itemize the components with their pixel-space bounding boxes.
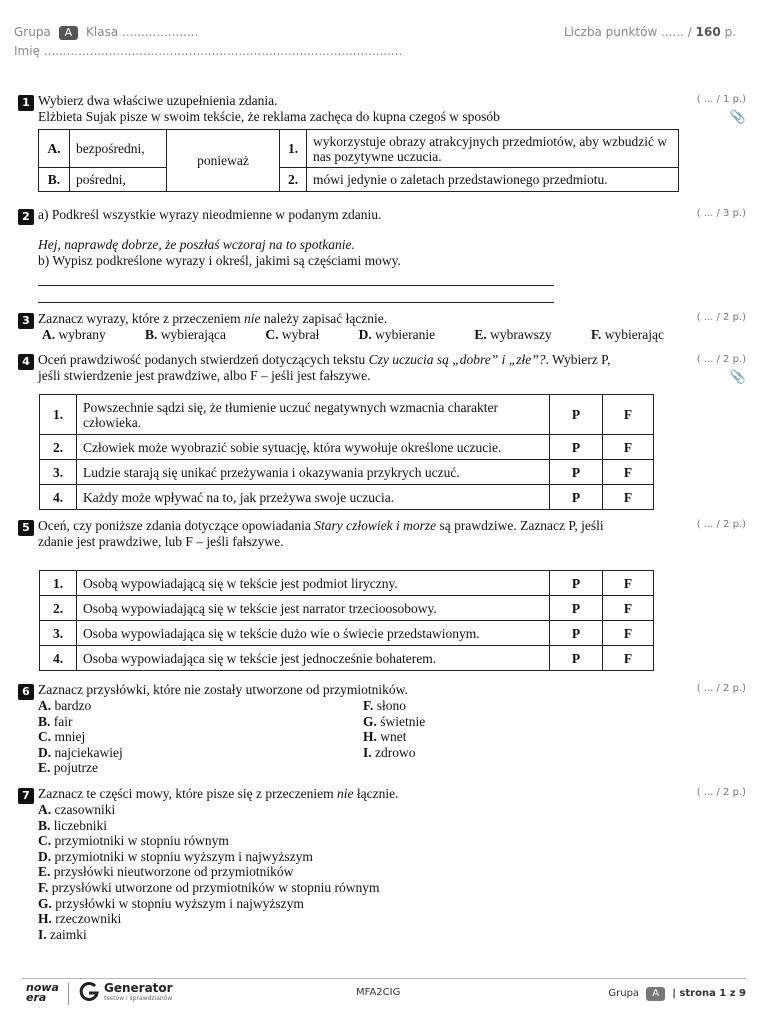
q1-b-text[interactable]: pośredni, <box>70 168 167 192</box>
option-text: bardzo <box>54 698 92 713</box>
option-text: zaimki <box>50 926 87 942</box>
q3-text-pre: Zaznacz wyrazy, które z przeczeniem <box>38 311 244 326</box>
q5-line2: zdanie jest prawdziwe, lub F – jeśli fałszywe. <box>38 534 284 549</box>
header-name <box>14 44 402 58</box>
paperclip-icon[interactable]: 📎 <box>729 369 746 384</box>
q5-text-em: Stary człowiek i morze <box>314 518 437 533</box>
option-text: świetnie <box>380 713 426 729</box>
option-item[interactable] <box>38 911 738 927</box>
option-item[interactable] <box>363 714 425 730</box>
points-total: 160 <box>695 25 721 39</box>
option-item[interactable] <box>38 802 738 818</box>
table-row <box>40 596 654 621</box>
question-number: 4 <box>18 354 34 370</box>
q1-points: ( ... / 1 p.) <box>696 94 746 105</box>
option-letter: A. <box>42 327 56 342</box>
footer-page-number: | strona 1 z 9 <box>672 988 746 999</box>
class-dots: .................... <box>122 25 199 39</box>
question-2 <box>18 207 738 303</box>
generator-subtitle: testów i sprawdzianów <box>104 995 173 1002</box>
option-item[interactable] <box>38 714 363 730</box>
option-text: wybrany <box>58 327 106 342</box>
q3-option[interactable] <box>42 327 106 343</box>
option-item[interactable] <box>363 729 425 745</box>
group-badge: A <box>59 26 79 40</box>
page-info <box>608 987 746 1001</box>
false-option[interactable]: F <box>603 395 654 435</box>
false-option[interactable]: F <box>603 435 654 460</box>
option-item[interactable] <box>38 880 738 896</box>
true-option[interactable]: P <box>550 621 603 646</box>
false-option[interactable]: F <box>603 460 654 485</box>
points-unit: p. <box>724 25 736 39</box>
row-number: 4. <box>40 485 77 510</box>
q1-1-label[interactable]: 1. <box>280 130 307 168</box>
option-letter: E. <box>474 327 487 342</box>
name-dots: .............................................................................................. <box>43 44 403 58</box>
option-text: zdrowo <box>375 744 416 760</box>
question-number: 2 <box>18 209 34 225</box>
option-text: wybrawszy <box>490 327 552 342</box>
option-item[interactable] <box>38 833 738 849</box>
table-row <box>40 621 654 646</box>
true-option[interactable]: P <box>550 435 603 460</box>
question-4 <box>18 352 738 510</box>
points-label: Liczba punktów ...... / <box>563 25 692 39</box>
option-text: przymiotniki w stopniu wyższym i najwyższym <box>54 848 313 864</box>
row-number: 1. <box>40 571 77 596</box>
q6-points: ( ... / 2 p.) <box>696 683 746 694</box>
name-label: Imię <box>14 44 40 58</box>
generator-g-icon <box>78 981 100 1003</box>
option-letter: B. <box>38 713 51 729</box>
option-letter: B. <box>38 817 51 833</box>
row-number: 4. <box>40 646 77 671</box>
question-number: 6 <box>18 684 34 700</box>
option-text: rzeczowniki <box>55 911 122 927</box>
test-code: MFA2CIG <box>356 987 401 998</box>
option-item[interactable] <box>38 864 738 880</box>
option-item[interactable] <box>38 729 363 745</box>
option-item[interactable] <box>38 818 738 834</box>
row-statement: Osoba wypowiadająca się w tekście jest jednocześnie bohaterem. <box>77 646 550 671</box>
q6-text: Zaznacz przysłówki, które nie zostały utworzone od przymiotników. <box>38 682 408 697</box>
q5-text-post: są prawdziwe. Zaznacz P, jeśli <box>436 518 604 533</box>
option-text: słono <box>376 698 407 713</box>
q1-a-text[interactable]: bezpośredni, <box>70 130 167 168</box>
row-statement: Osoba wypowiadająca się w tekście dużo wie o świecie przedstawionym. <box>77 621 550 646</box>
q3-text-em: nie <box>244 311 261 326</box>
option-text: czasowniki <box>54 802 116 817</box>
option-letter: E. <box>38 864 51 880</box>
option-letter: I. <box>38 926 47 942</box>
question-number: 5 <box>18 520 34 536</box>
q2-part-b: b) Wypisz podkreślone wyrazy i określ, jakimi są częściami mowy. <box>38 253 401 268</box>
option-letter: G. <box>363 713 377 729</box>
table-row <box>40 435 654 460</box>
option-item[interactable] <box>38 760 363 776</box>
nowa-era-logo <box>26 983 59 1003</box>
q2-part-a: a) Podkreśl wszystkie wyrazy nieodmienne w podanym zdaniu. <box>38 207 382 222</box>
option-item[interactable] <box>38 927 738 943</box>
q7-text-pre: Zaznacz te części mowy, które pisze się z przeczeniem <box>38 786 337 801</box>
option-text: przysłówki w stopniu wyższym i najwyższym <box>55 895 304 911</box>
generator-title: Generator <box>104 981 173 995</box>
row-statement: Osobą wypowiadającą się w tekście jest narrator trzecioosobowy. <box>77 596 550 621</box>
q3-text-post: należy zapisać łącznie. <box>260 311 388 326</box>
true-option[interactable]: P <box>550 395 603 435</box>
option-letter: F. <box>590 327 602 342</box>
option-text: przysłówki nieutworzone od przymiotników <box>53 864 294 880</box>
option-text: mniej <box>54 729 86 745</box>
table-row <box>40 571 654 596</box>
q4-points: ( ... / 2 p.) <box>696 354 746 365</box>
q5-text-pre: Oceń, czy poniższe zdania dotyczące opowiadania <box>38 518 315 533</box>
header-group <box>14 25 198 40</box>
false-option[interactable]: F <box>603 485 654 510</box>
option-text: przymiotniki w stopniu równym <box>54 833 229 849</box>
q3-option[interactable] <box>591 327 664 343</box>
table-row <box>40 485 654 510</box>
header-points <box>564 25 736 39</box>
table-row <box>40 460 654 485</box>
question-6 <box>18 682 738 776</box>
paperclip-icon[interactable]: 📎 <box>729 109 746 124</box>
footer-group-label: Grupa <box>608 988 640 999</box>
q7-options <box>38 802 738 942</box>
option-letter: C. <box>38 729 52 745</box>
option-letter: C. <box>38 833 52 849</box>
row-number: 3. <box>40 460 77 485</box>
logo-line2: era <box>26 991 47 1004</box>
false-option[interactable]: F <box>603 571 654 596</box>
question-number: 3 <box>18 313 34 329</box>
q3-option[interactable] <box>265 327 319 343</box>
q1-2-text[interactable]: mówi jedynie o zaletach przedstawionego przedmiotu. <box>307 168 679 192</box>
logo-line1: nowa <box>26 981 59 994</box>
row-statement: Osobą wypowiadającą się w tekście jest podmiot liryczny. <box>77 571 550 596</box>
row-number: 2. <box>40 435 77 460</box>
q1-table <box>38 129 679 192</box>
option-text: pojutrze <box>53 760 98 776</box>
option-letter: D. <box>358 327 372 342</box>
question-5 <box>18 518 738 671</box>
footer <box>22 978 746 1004</box>
true-option[interactable]: P <box>550 460 603 485</box>
q3-option[interactable] <box>359 327 435 343</box>
row-statement: Powszechnie sądzi się, że tłumienie uczuć negatywnych wzmacnia charakter człowieka. <box>77 395 550 435</box>
option-letter: F. <box>363 698 374 713</box>
option-text: przysłówki utworzone od przymiotników w stopniu równym <box>51 879 380 895</box>
true-option[interactable]: P <box>550 485 603 510</box>
table-row <box>40 395 654 435</box>
q2-sentence[interactable]: Hej, naprawdę dobrze, że poszłaś wczoraj na to spotkanie. <box>38 237 355 252</box>
row-number: 1. <box>40 395 77 435</box>
option-letter: B. <box>145 327 158 342</box>
q3-option[interactable] <box>145 327 226 343</box>
q5-table <box>39 570 654 671</box>
question-number: 1 <box>18 95 34 111</box>
q7-text-em: nie <box>336 786 354 801</box>
group-label: Grupa <box>14 25 51 39</box>
row-number: 3. <box>40 621 77 646</box>
option-letter: H. <box>363 729 377 745</box>
option-text: fair <box>53 713 73 729</box>
row-number: 2. <box>40 596 77 621</box>
option-letter: H. <box>38 911 52 927</box>
option-letter: A. <box>38 698 52 713</box>
q6-options-left <box>38 698 363 776</box>
footer-group-badge: A <box>646 987 665 1001</box>
question-3 <box>18 311 738 343</box>
question-1 <box>18 93 738 192</box>
q7-points: ( ... / 2 p.) <box>696 787 746 798</box>
option-letter: E. <box>38 760 51 776</box>
option-letter: F. <box>38 879 49 895</box>
q4-text-pre: Oceń prawdziwość podanych stwierdzeń dotyczących tekstu <box>38 352 369 367</box>
q3-options <box>42 327 664 343</box>
q3-points: ( ... / 2 p.) <box>696 312 746 323</box>
q1-1-text[interactable]: wykorzystuje obrazy atrakcyjnych przedmiotów, aby wzbudzić w nas pozytywne uczucia. <box>307 130 679 168</box>
answer-line[interactable] <box>38 269 554 286</box>
row-statement: Ludzie starają się unikać przeżywania i okazywania przykrych uczuć. <box>77 460 550 485</box>
option-letter: I. <box>363 744 372 760</box>
q1-b-label[interactable]: B. <box>39 168 70 192</box>
option-item[interactable] <box>38 698 363 714</box>
q1-2-label[interactable]: 2. <box>280 168 307 192</box>
answer-line[interactable] <box>38 286 554 303</box>
row-statement: Każdy może wpływać na to, jak przeżywa swoje uczucia. <box>77 485 550 510</box>
true-option[interactable]: P <box>550 596 603 621</box>
option-item[interactable] <box>38 896 738 912</box>
q1-a-label[interactable]: A. <box>39 130 70 168</box>
q1-sentence: Elżbieta Sujak pisze w swoim tekście, że reklama zachęca do kupna czegoś w sposób <box>38 109 500 124</box>
true-option[interactable]: P <box>550 571 603 596</box>
question-7 <box>18 786 738 942</box>
option-text: wnet <box>380 729 407 745</box>
option-text: wybierając <box>604 327 664 342</box>
q6-options-right <box>363 698 425 776</box>
false-option[interactable]: F <box>603 596 654 621</box>
q4-text-em: Czy uczucia są „dobre” i „złe”? <box>368 352 546 367</box>
option-item[interactable] <box>363 745 425 761</box>
q7-text-post: łącznie. <box>353 786 399 801</box>
option-item[interactable] <box>38 849 738 865</box>
q5-points: ( ... / 2 p.) <box>696 519 746 530</box>
option-letter: D. <box>38 848 52 864</box>
q1-instruction: Wybierz dwa właściwe uzupełnienia zdania. <box>38 93 278 108</box>
false-option[interactable]: F <box>603 646 654 671</box>
option-letter: D. <box>38 744 52 760</box>
q4-table <box>39 394 654 510</box>
q2-points: ( ... / 3 p.) <box>696 208 746 219</box>
false-option[interactable]: F <box>603 621 654 646</box>
table-row <box>40 646 654 671</box>
option-item[interactable] <box>38 745 363 761</box>
option-letter: G. <box>38 895 52 911</box>
q4-line2: jeśli stwierdzenie jest prawdziwe, albo F – jeśli jest fałszywe. <box>38 368 371 383</box>
option-text: wybrał <box>281 327 320 342</box>
option-letter: A. <box>38 802 52 817</box>
option-text: liczebniki <box>53 817 107 833</box>
q1-middle: ponieważ <box>167 130 280 192</box>
true-option[interactable]: P <box>550 646 603 671</box>
option-text: najciekawiej <box>54 744 123 760</box>
option-text: wybieranie <box>375 327 436 342</box>
q3-option[interactable] <box>474 327 551 343</box>
class-label: Klasa <box>86 25 119 39</box>
option-item[interactable] <box>363 698 425 714</box>
option-letter: C. <box>265 327 279 342</box>
option-text: wybierająca <box>160 327 227 342</box>
row-statement: Człowiek może wyobrazić sobie sytuację, która wywołuje określone uczucie. <box>77 435 550 460</box>
q4-text-post: . Wybierz P, <box>545 352 611 367</box>
question-number: 7 <box>18 788 34 804</box>
